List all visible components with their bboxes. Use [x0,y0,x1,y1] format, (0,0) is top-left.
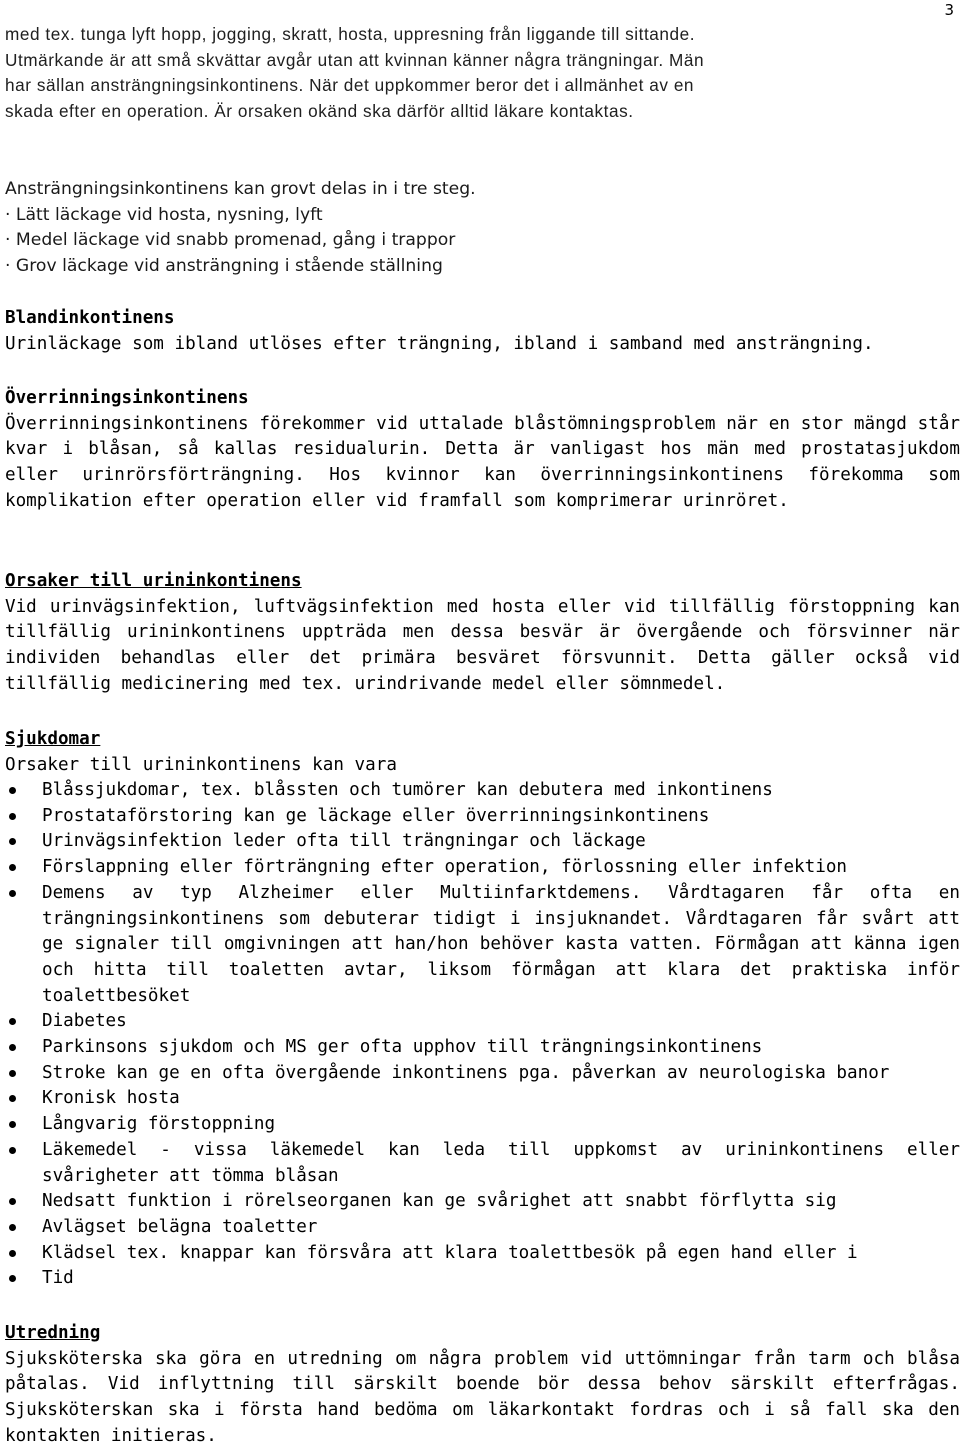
bullet-icon [9,1018,16,1025]
bullet-icon [9,1224,16,1231]
list-item: Prostataförstoring kan ge läckage eller överrinningsinkontinens [0,804,960,830]
section-heading: Orsaker till urininkontinens [5,571,302,591]
diseases-list [0,778,960,1292]
stress-step: · Lätt läckage vid hosta, nysning, lyft [5,204,323,225]
list-item: Klädsel tex. knappar kan försvåra att klara toalettbesök på egen hand eller i [0,1241,960,1267]
section-text: Överrinningsinkontinens förekommer vid uttalade blåstömningsproblem när en stor mängd står kvar i blåsan, så kallas residualurin. Detta är vanligast hos män med prostatasjukdom eller urinrörsförträngning. Hos kvinnor kan överrinningsinkontinens förekomma som komplikation efter operation eller vid framfall som komprimerar urinröret. [5,413,960,511]
stress-lead: Ansträngningsinkontinens kan grovt delas in i tre steg. [5,179,476,199]
list-item: Läkemedel - vissa läkemedel kan leda till uppkomst av urininkontinens eller svårigheter att tömma blåsan [0,1138,960,1189]
list-item: Nedsatt funktion i rörelseorganen kan ge svårighet att snabbt förflytta sig [0,1189,960,1215]
section-text: Urinläckage som ibland utlöses efter trängning, ibland i samband med ansträngning. [5,333,874,354]
section-text: Sjuksköterska ska göra en utredning om några problem vid uttömningar från tarm och blåsa påtalas. Vid inflyttning till särskilt boende bör dessa behov särskilt efterfrågas. Sjuksköterskan ska i första hand bedöma om läkarkontakt fordras och i så fall ska den kontakten initieras. [5,1348,960,1446]
bullet-icon [9,1275,16,1282]
bullet-icon [9,813,16,820]
bullet-icon [9,1044,16,1051]
bullet-icon [9,787,16,794]
list-item: Långvarig förstoppning [0,1112,960,1138]
bullet-icon [9,838,16,845]
list-item: Förslappning eller förträngning efter operation, förlossning eller infektion [0,855,960,881]
stress-step: · Grov läckage vid ansträngning i stående ställning [5,256,443,277]
section-text: Vid urinvägsinfektion, luftvägsinfektion med hosta eller vid tillfällig förstoppning kan tillfällig urininkontinens uppträda men dessa besvär är övergående och försvinner när individen behandlas eller det primära besväret försvunnit. Detta gäller också vid tillfällig medicinering med tex. urindrivande medel eller sömnmedel. [5,596,960,694]
mixed-incontinence-section [5,306,960,357]
list-item: Demens av typ Alzheimer eller Multiinfarktdemens. Vårdtagaren får ofta en trängningsinkontinens som debuterar tidigt i insjuknandet. Vårdtagaren får svårt att ge signaler till omgivningen att han/hon behöver kasta vatten. Förmågan att känna igen och hitta till toaletten avtar, liksom förmågan att klara det praktiska inför toalettbesöket [0,881,960,1010]
intro-line: med tex. tunga lyft hopp, jogging, skratt, hosta, uppresning från liggande till sittande. [5,24,696,44]
stress-incontinence-section [5,177,960,280]
intro-line: Utmärkande är att små skvättar avgår utan att kvinnan känner några trängningar. Män [5,49,705,70]
list-item: Stroke kan ge en ofta övergående inkontinens pga. påverkan av neurologiska banor [0,1061,960,1087]
page-number: 3 [944,1,954,19]
bullet-icon [9,1095,16,1102]
diseases-section [5,727,960,778]
causes-section [5,569,960,698]
stress-step: · Medel läckage vid snabb promenad, gång i trappor [5,230,456,251]
bullet-icon [9,1198,16,1205]
investigation-section [5,1321,960,1450]
section-heading: Överrinningsinkontinens [5,388,249,408]
list-item: Diabetes [0,1009,960,1035]
bullet-icon [9,890,16,897]
bullet-icon [9,864,16,871]
list-item: Blåssjukdomar, tex. blåssten och tumörer kan debutera med inkontinens [0,778,960,804]
intro-line: skada efter en operation. Är orsaken okänd ska därför alltid läkare kontaktas. [5,101,634,122]
bullet-icon [9,1121,16,1128]
bullet-icon [9,1070,16,1077]
intro-paragraph [5,22,960,125]
section-heading: Blandinkontinens [5,308,175,328]
list-item: Avlägset belägna toaletter [0,1215,960,1241]
list-item: Parkinsons sjukdom och MS ger ofta upphov till trängningsinkontinens [0,1035,960,1061]
bullet-icon [9,1250,16,1257]
list-item: Kronisk hosta [0,1086,960,1112]
bullet-icon [9,1147,16,1154]
intro-line: har sällan ansträngningsinkontinens. När det uppkommer beror det i allmänhet av en [5,75,695,96]
diseases-lead: Orsaker till urininkontinens kan vara [5,754,397,775]
overflow-incontinence-section [5,386,960,515]
list-item: Urinvägsinfektion leder ofta till trängningar och läckage [0,829,960,855]
list-item: Tid [0,1266,960,1292]
section-heading: Sjukdomar [5,729,101,749]
section-heading: Utredning [5,1323,101,1343]
